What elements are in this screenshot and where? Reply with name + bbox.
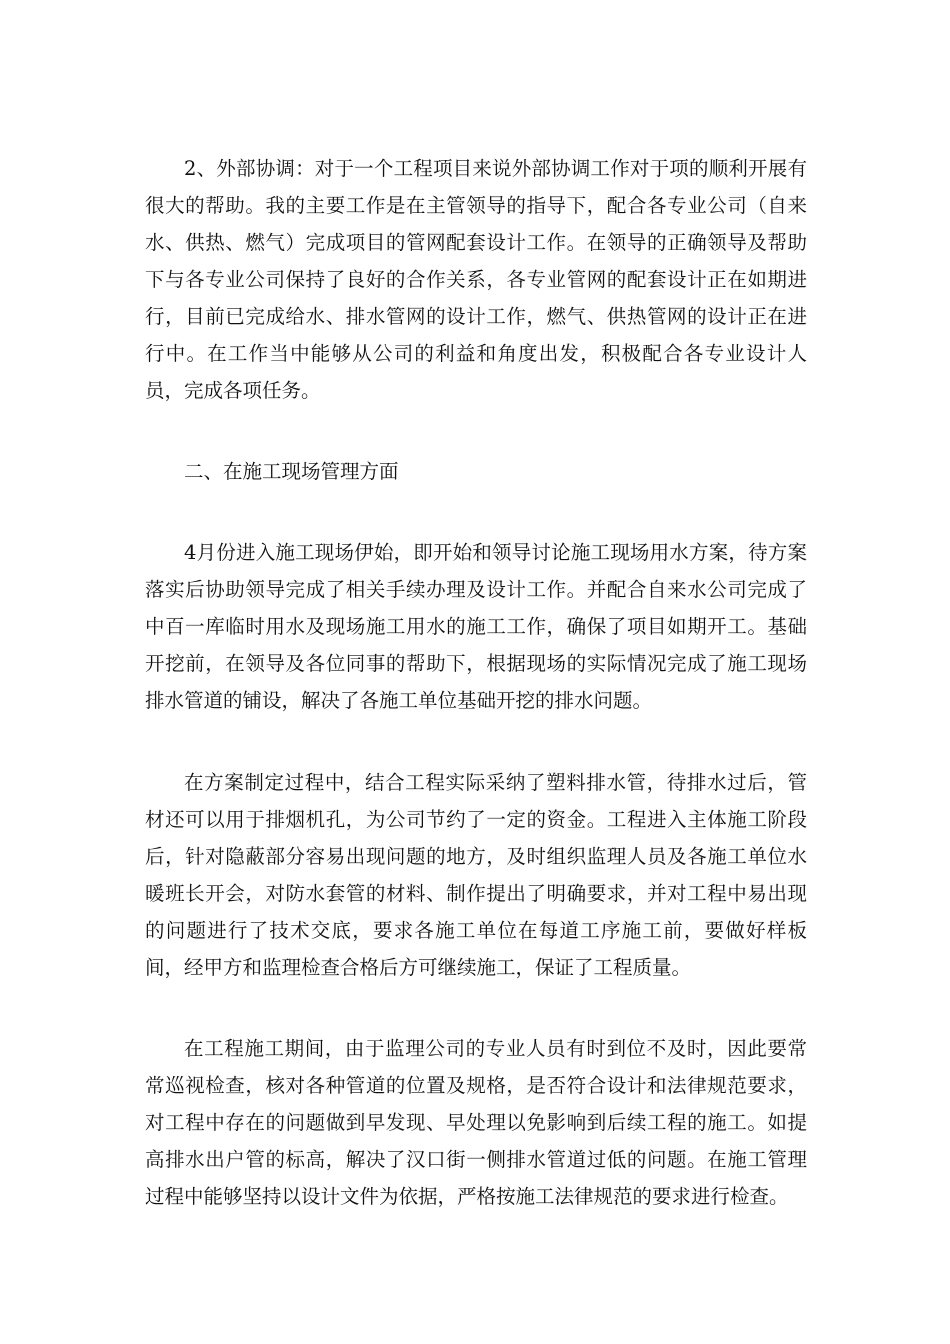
section-heading-site-management: 二、在施工现场管理方面 [184, 460, 399, 483]
paragraph-external-coordination: 2、外部协调：对于一个工程项目来说外部协调工作对于项的顺利开展有很大的帮助。我的主要工作是在主管领导的指导下，配合各专业公司（自来水、供热、燃气）完成项目的管网配套设计工作。在领导的正确领导及帮助下与各专业公司保持了良好的合作关系，各专业管网的配套设计正在如期进行，目前已完成给水、排水管网的设计工作，燃气、供热管网的设计正在进行中。在工作当中能够从公司的利益和角度出发，积极配合各专业设计人员，完成各项任务。 [145, 157, 807, 402]
paragraph-plan-formulation: 在方案制定过程中，结合工程实际采纳了塑料排水管，待排水过后，管材还可以用于排烟机孔，为公司节约了一定的资金。工程进入主体施工阶段后，针对隐蔽部分容易出现问题的地方，及时组织监理人员及各施工单位水暖班长开会，对防水套管的材料、制作提出了明确要求，并对工程中易出现的问题进行了技术交底，要求各施工单位在每道工序施工前，要做好样板间，经甲方和监理检查合格后方可继续施工，保证了工程质量。 [145, 771, 807, 979]
paragraph-spacer [145, 719, 807, 764]
paragraph-spacer [145, 409, 807, 453]
paragraph-construction-period: 在工程施工期间，由于监理公司的专业人员有时到位不及时，因此要常常巡视检查，核对各种管道的位置及规格，是否符合设计和法律规范要求，对工程中存在的问题做到早发现、早处理以免影响到后续工程的施工。如提高排水出户管的标高，解决了汉口街一侧排水管道过低的问题。在施工管理过程中能够坚持以设计文件为依据，严格按施工法律规范的要求进行检查。 [145, 1037, 807, 1208]
paragraph-april-site-entry: 4月份进入施工现场伊始，即开始和领导讨论施工现场用水方案，待方案落实后协助领导完成了相关手续办理及设计工作。并配合自来水公司完成了中百一库临时用水及现场施工用水的施工工作，确保了项目如期开工。基础开挖前，在领导及各位同事的帮助下，根据现场的实际情况完成了施工现场排水管道的铺设，解决了各施工单位基础开挖的排水问题。 [145, 541, 807, 712]
document-body [145, 150, 807, 1215]
paragraph-spacer [145, 490, 807, 534]
paragraph-spacer [145, 986, 807, 1030]
